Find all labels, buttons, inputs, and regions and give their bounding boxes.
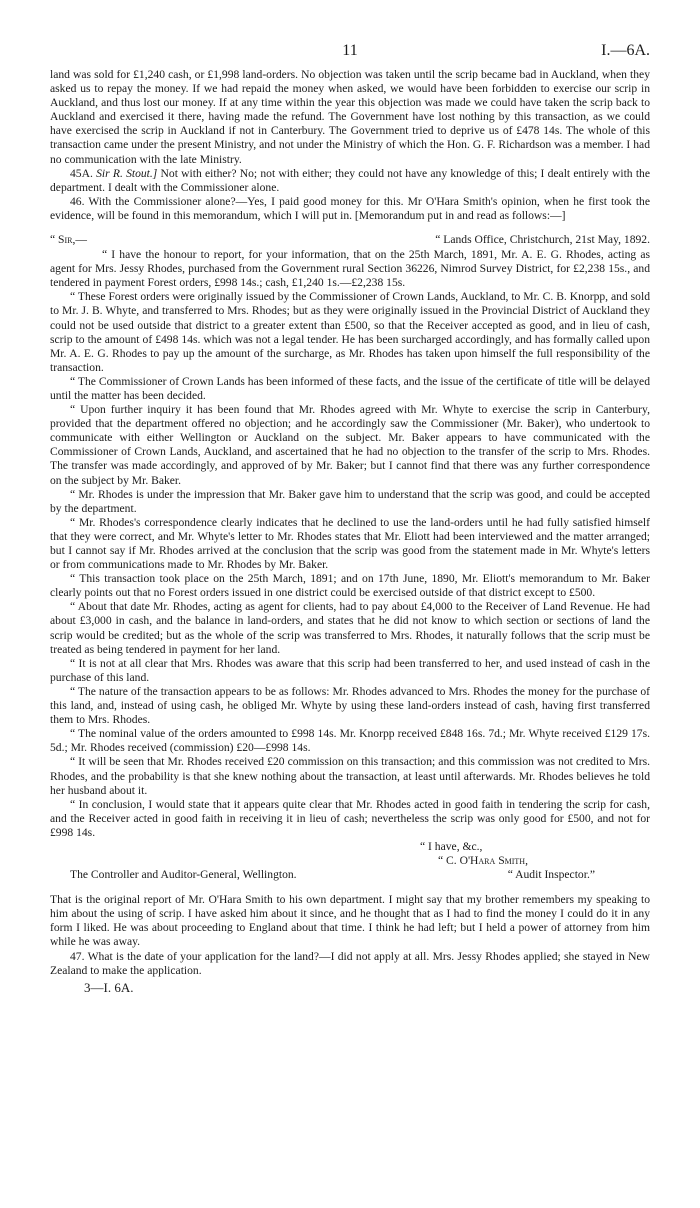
question-46: 46. With the Commissioner alone?—Yes, I paid good money for this. Mr O'Hara Smith's opinion, when he first took the evidence, will be found in this memorandum, which I will put in. [Memorandum put in and read as follows:—]: [50, 194, 650, 222]
question-number: 45A.: [70, 166, 93, 180]
speaker-name: Sir R. Stout.]: [96, 166, 158, 180]
memo-paragraph: “ It will be seen that Mr. Rhodes received £20 commission on this transaction; and this commission was not credited to Mrs. Rhodes, and the probability is that she knew nothing about the transaction, at least until afterwards. Mr. Rhodes believes he told her husband about it.: [50, 755, 650, 797]
memo-paragraph: “ This transaction took place on the 25th March, 1891; and on 17th June, 1890, Mr. Eliott's memorandum to Mr. Baker clearly points out that no Forest orders issued in one district could be exercised outside of that district except to £500.: [50, 572, 650, 600]
evidence-paragraph: land was sold for £1,240 cash, or £1,998 land-orders. No objection was taken until the scrip became bad in Auckland, when they asked us to repay the money. If we had repaid the money when asked, we would have been forbidden to exercise our scrip in Auckland, and thus lost our money. If at any time within the year this objection was made we could have taken the scrip back to Auckland and exercised it there, having made the refund. The Government have lost nothing by this transaction, as we could have exercised the scrip in Auckland if not in Canterbury. The Government tried to deprive us of £478 14s. The whole of this transaction came under the present Ministry, and not under the Ministry of which the Hon. G. F. Richardson was a member. I had no communication with the late Ministry.: [50, 68, 650, 166]
question-45a: [50, 167, 650, 195]
memo-paragraph: “ Upon further inquiry it has been found that Mr. Rhodes agreed with Mr. Whyte to exercise the scrip in Canterbury, provided that the department offered no objection; and he accordingly saw the Commissioner (Mr. Baker), who undertook to communicate with either Wellington or Auckland on the subject. Mr. Baker appears to have communicated with the Commissioner of Crown Lands, Auckland, and ascertained that he had no objection to the transfer of the scrip to Mrs. Rhodes. The transfer was made accordingly, and approved of by Mr. Baker; but I cannot find that there was any further correspondence on the subject by Mr. Baker.: [50, 403, 650, 487]
memo-paragraph: “ These Forest orders were originally issued by the Commissioner of Crown Lands, Auckland, to Mr. C. B. Knorpp, and sold to Mr. J. B. Whyte, and transferred to Mrs. Rhodes; but as they were originally issued in the Provincial District of Auckland they could not be used outside that district to a greater extent than £500, so that the Receiver accepted as good, and in lieu of cash, scrip to the amount of £498 14s. which was not a legal tender. He has been surcharged accordingly, and has formally called upon Mr. A. E. G. Rhodes to pay up the amount of the surcharge, as Mr. Rhodes has taken upon himself the full responsibility of the transaction.: [50, 290, 650, 374]
memo-paragraph: “ It is not at all clear that Mrs. Rhodes was aware that this scrip had been transferred to her, and used instead of cash in the purchase of this land.: [50, 656, 650, 684]
question-47: 47. What is the date of your application for the land?—I did not apply at all. Mrs. Jessy Rhodes applied; she stayed in New Zealand to make the application.: [50, 949, 650, 977]
page-header: [50, 42, 650, 64]
spacer: [50, 223, 650, 233]
memo-paragraph: “ The nature of the transaction appears to be as follows: Mr. Rhodes advanced to Mrs. Rhodes the money for the purchase of this land, and, instead of using cash, he obliged Mr. Whyte by using these land-orders instead of cash, having first transferred them to Mrs. Rhodes.: [50, 684, 650, 727]
answer-text: Not with either? No; not with either; they could not have any knowledge of this; I dealt entirely with the department. I dealt with the Commissioner alone.: [50, 166, 650, 194]
document-reference: I.—6A.: [601, 42, 650, 59]
signature-reference: 3—I. 6A.: [84, 979, 134, 995]
memo-salutation: “ Sir,—: [50, 233, 87, 247]
memo-paragraph: “ Mr. Rhodes is under the impression that Mr. Baker gave him to understand that the scrip was good, and could be accepted by the department.: [50, 487, 650, 515]
memo-signature-block: [420, 840, 650, 868]
memo-header: [50, 233, 650, 248]
memo-paragraph: “ Mr. Rhodes's correspondence clearly indicates that he declined to use the land-orders until he had fully satisfied himself that they were correct, and Mr. Whyte's letter to Mr. Rhodes states that Mr. Eliott had been interviewed and the matter arranged; but I cannot say if Mr. Rhodes arrived at the conclusion that the scrip was good from the statement made in Mr. Whyte's letters or from communications made to Mr. Rhodes by Mr. Baker.: [50, 515, 650, 572]
memo-paragraph: “ The nominal value of the orders amounted to £998 14s. Mr. Knorpp received £848 16s. 7d.; Mr. Whyte received £129 17s. 5d.; Mr. Rhodes received (commission) £20—£998 14s.: [50, 727, 650, 755]
spacer: [50, 883, 650, 893]
page-number: 11: [342, 42, 358, 59]
memo-paragraph: “ The Commissioner of Crown Lands has been informed of these facts, and the issue of the certificate of title will be delayed until the matter has been decided.: [50, 374, 650, 402]
memo-closing-line: [50, 868, 650, 883]
memo-paragraph: “ In conclusion, I would state that it appears quite clear that Mr. Rhodes acted in good faith in tendering the scrip for cash, and the Receiver acted in good faith in receiving it in lieu of cash; nevertheless the scrip was only good for £500, and not for £998 14s.: [50, 797, 650, 839]
memo-paragraph: “ I have the honour to report, for your information, that on the 25th March, 1891, Mr. A. E. G. Rhodes, acting as agent for Mrs. Jessy Rhodes, purchased from the Government rural Section 36226, Nimrod Survey District, for £2,238 15s., and tendered in payment Forest orders, £998 14s.; cash, £1,240 1s.—£2,238 15s.: [50, 248, 650, 290]
memo-sign-off: “ I have, &c.,: [420, 839, 483, 853]
memo-addressee: The Controller and Auditor-General, Wellington.: [70, 868, 297, 882]
evidence-paragraph: That is the original report of Mr. O'Hara Smith to his own department. I might say that my brother remembers my speaking to him about the using of scrip. I have asked him about it since, and he thought that as I had to find the money I could do it in any form I liked. He was about proceeding to England about that time. I think he had left; but I held a power of attorney from him while he was away.: [50, 893, 650, 949]
document-body: [50, 68, 650, 995]
memo-dateline: “ Lands Office, Christchurch, 21st May, 1892.: [435, 233, 650, 247]
memo-signatory-title: “ Audit Inspector.”: [507, 868, 595, 882]
memo-signatory: “ C. O'Hara Smith,: [438, 854, 528, 868]
memo-paragraph: “ About that date Mr. Rhodes, acting as agent for clients, had to pay about £4,000 to the Receiver of Land Revenue. He had about £3,000 in cash, and the balance in land-orders, and states that he did not know to which section or sections of land the scrip would be credited; but as the whole of the scrip was transferred to Mrs. Rhodes, it naturally follows that the scrip must be treated as being tendered in payment for her land.: [50, 600, 650, 656]
